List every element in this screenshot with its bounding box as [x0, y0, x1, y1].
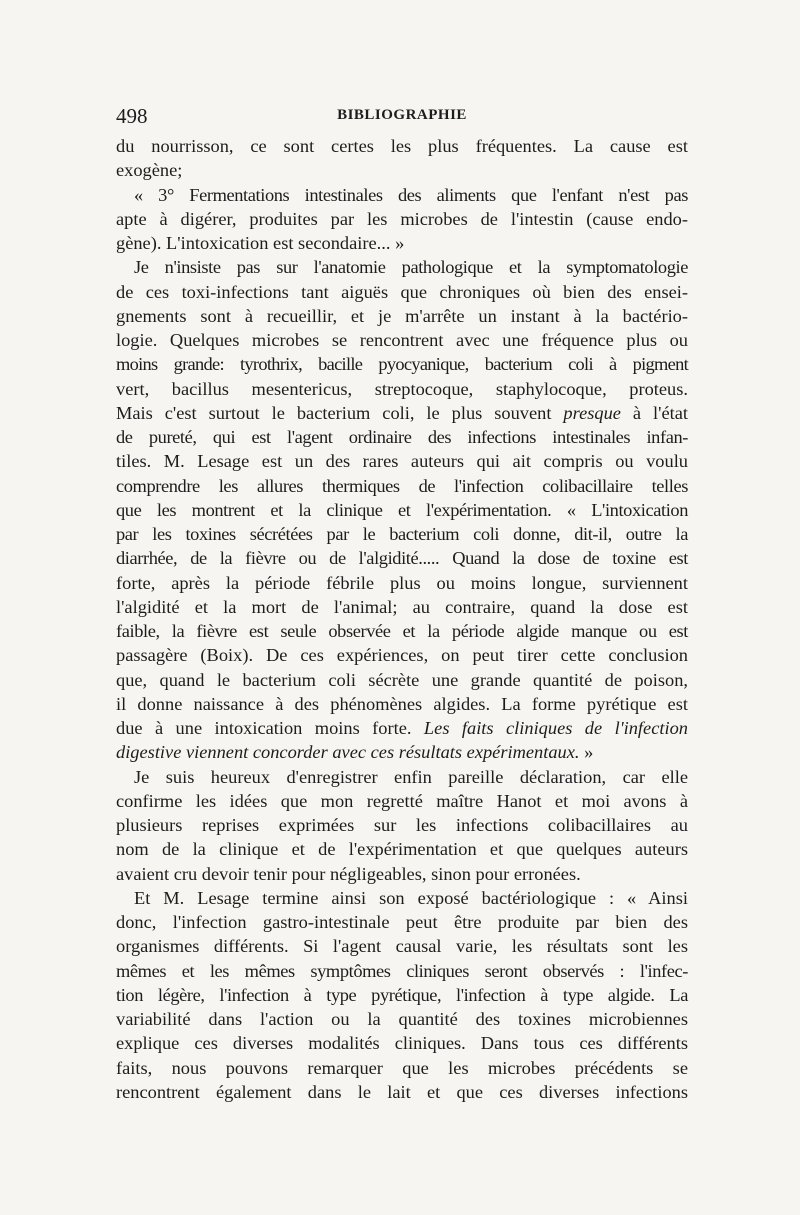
- page-header: [116, 104, 688, 132]
- text-line: variabilité dans l'action ou la quantité des toxines microbiennes: [116, 1009, 688, 1029]
- text-line: par les toxines sécrétées par le bacterium coli donne, dit-il, outre la: [116, 524, 688, 544]
- text-line: organismes différents. Si l'agent causal varie, les résultats sont les: [116, 936, 688, 957]
- body-text: [116, 134, 688, 1104]
- text-line: confirme les idées que mon regretté maître Hanot et moi avons à: [116, 790, 688, 811]
- text-line: de pureté, qui est l'agent ordinaire des infections intestinales infan-: [116, 427, 688, 447]
- text-line: gène). L'intoxication est secondaire... »: [116, 233, 405, 253]
- italic-quote: Les faits cliniques de l'infection: [423, 718, 688, 738]
- text-line: que les montrent et la clinique et l'expérimentation. « L'intoxication: [116, 499, 688, 520]
- text-line: passagère (Boix). De ces expériences, on peut tirer cette conclusion: [116, 645, 688, 666]
- text-line: gnements sont à recueillir, et je m'arrête un instant à la bactério-: [116, 305, 688, 326]
- italic-quote: digestive viennent concorder avec ces résultats expérimentaux.: [116, 742, 580, 763]
- text-line: de ces toxi-infections tant aiguës que chroniques où bien des ensei-: [116, 281, 688, 302]
- text-line: tiles. M. Lesage est un des rares auteurs qui ait compris ou voulu: [116, 451, 688, 472]
- text-segment: à l'état: [620, 402, 688, 423]
- text-line: faits, nous pouvons remarquer que les microbes précédents se: [116, 1057, 688, 1078]
- text-line: l'algidité et la mort de l'animal; au contraire, quand la dose est: [116, 596, 688, 617]
- page-number: 498: [116, 104, 148, 128]
- text-line: logie. Quelques microbes se rencontrent avec une fréquence plus ou: [116, 330, 688, 350]
- text-line: [116, 740, 688, 764]
- text-line: explique ces diverses modalités cliniques. Dans tous ces différents: [116, 1033, 688, 1054]
- text-line: forte, après la période fébrile plus ou moins longue, surviennent: [116, 572, 688, 593]
- running-title: BIBLIOGRAPHIE: [337, 107, 467, 123]
- text-line: vert, bacillus mesentericus, streptocoque, staphylocoque, proteus.: [116, 378, 688, 399]
- text-line: Je n'insiste pas sur l'anatomie pathologique et la symptomatologie: [134, 257, 688, 278]
- text-line: que, quand le bacterium coli sécrète une grande quantité de poison,: [116, 669, 688, 690]
- text-line: rencontrent également dans le lait et que ces diverses infections: [116, 1081, 688, 1102]
- text-line: diarrhée, de la fièvre ou de l'algidité..... Quand la dose de toxine est: [116, 548, 688, 569]
- text-line: [116, 716, 688, 740]
- text-line: il donne naissance à des phénomènes algides. La forme pyrétique est: [116, 693, 688, 714]
- text-line: du nourrisson, ce sont certes les plus fréquentes. La cause est: [116, 136, 688, 156]
- text-line: Je suis heureux d'enregistrer enfin pareille déclaration, car elle: [134, 766, 688, 787]
- text-line: [116, 401, 688, 425]
- text-line: exogène;: [116, 160, 183, 181]
- text-line: mêmes et les mêmes symptômes cliniques seront observés : l'infec-: [116, 960, 688, 981]
- text-line: apte à digérer, produites par les microbes de l'intestin (cause endo-: [116, 208, 688, 229]
- text-line: nom de la clinique et de l'expérimentation et que quelques auteurs: [116, 839, 688, 860]
- text-line: plusieurs reprises exprimées sur les infections colibacillaires au: [116, 815, 688, 835]
- text-line: tion légère, l'infection à type pyrétique, l'infection à type algide. La: [116, 984, 688, 1005]
- text-line: Et M. Lesage termine ainsi son exposé bactériologique : « Ainsi: [134, 887, 688, 908]
- text-line: moins grande: tyrothrix, bacille pyocyanique, bacterium coli à pigment: [116, 354, 688, 375]
- text-line: comprendre les allures thermiques de l'infection colibacillaire telles: [116, 475, 688, 496]
- italic-word: presque: [563, 402, 621, 423]
- text-line: avaient cru devoir tenir pour négligeables, sinon pour erronées.: [116, 863, 581, 884]
- text-line: « 3° Fermentations intestinales des aliments que l'enfant n'est pas: [134, 184, 688, 205]
- text-line: donc, l'infection gastro-intestinale peut être produite par bien des: [116, 912, 688, 932]
- text-segment: »: [579, 742, 594, 763]
- text-line: faible, la fièvre est seule observée et la période algide manque ou est: [116, 621, 688, 641]
- text-segment: due à une intoxication moins forte.: [116, 718, 412, 738]
- text-segment: Mais c'est surtout le bacterium coli, le plus souvent: [116, 402, 552, 423]
